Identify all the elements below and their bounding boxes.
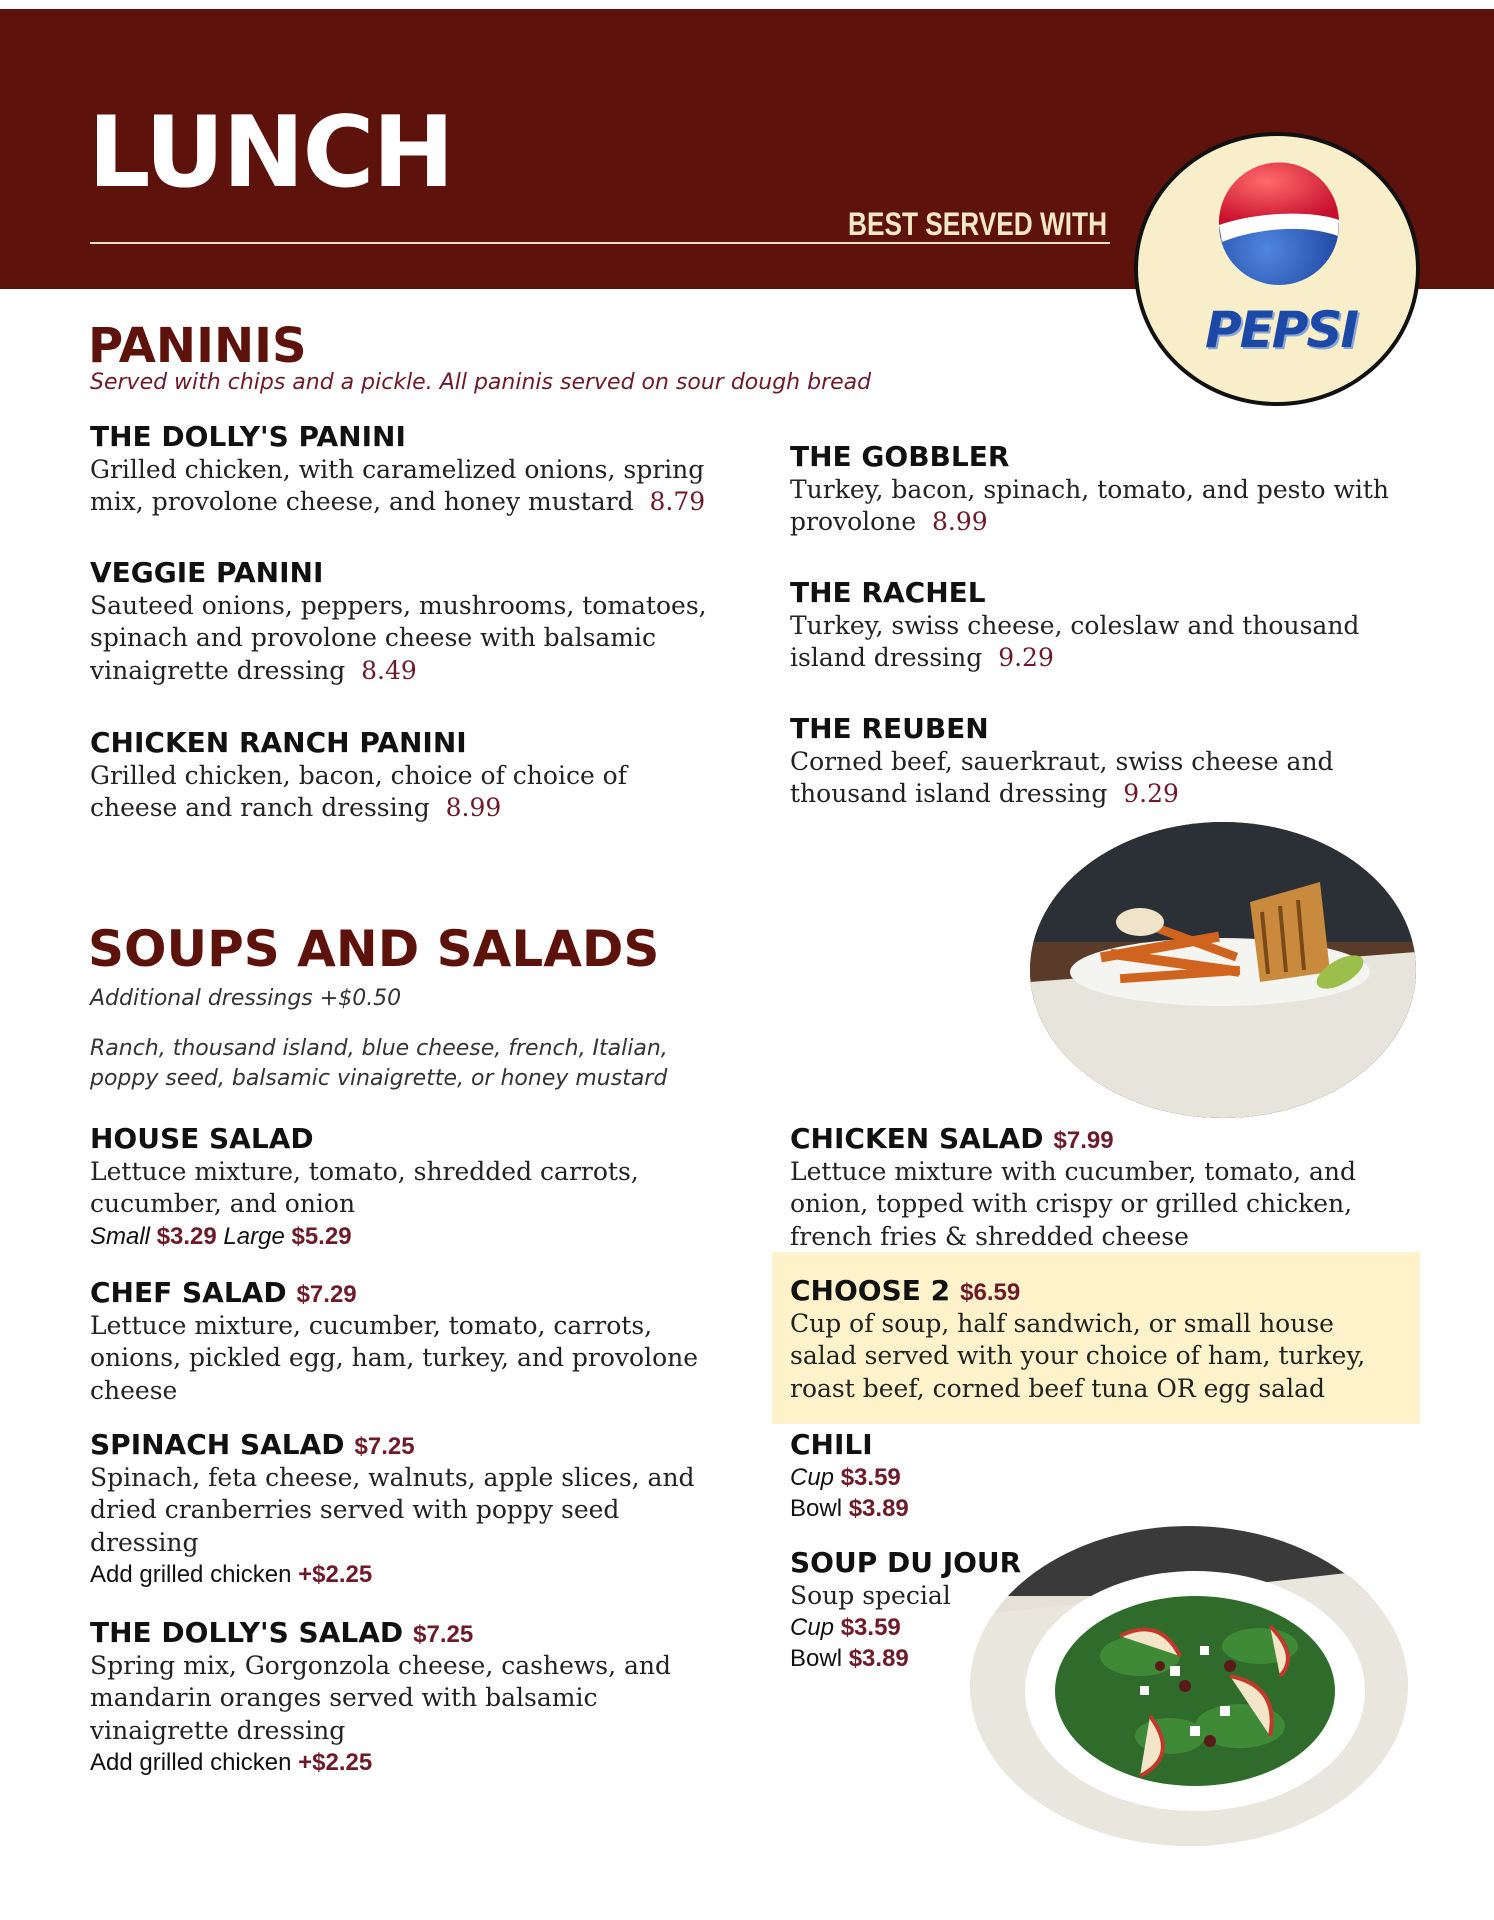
additional-dressings-note: Additional dressings +$0.50: [90, 986, 402, 1011]
panini-plate-image: [1030, 822, 1416, 1118]
item-description: Turkey, bacon, spinach, tomato, and pesto with provolone 8.99: [790, 474, 1390, 537]
item-description: Grilled chicken, bacon, choice of choice of cheese and ranch dressing 8.99: [90, 760, 627, 823]
menu-item-the-gobbler: [790, 440, 1410, 539]
item-price: 9.29: [1123, 779, 1179, 809]
best-served-with-label: BEST SERVED WITH: [848, 206, 1108, 242]
item-description: Spring mix, Gorgonzola cheese, cashews, and mandarin oranges served with balsamic vinaigrette dressing: [90, 1650, 671, 1745]
menu-item-chicken-salad: [790, 1122, 1400, 1253]
menu-item-the-reuben: [790, 712, 1410, 811]
item-name: THE REUBEN: [790, 712, 989, 745]
cup-price: Cup $3.59: [790, 1614, 901, 1642]
menu-item-choose-2: [790, 1274, 1400, 1405]
menu-item-dollys-panini: [90, 420, 730, 519]
item-description: Corned beef, sauerkraut, swiss cheese and thousand island dressing 9.29: [790, 746, 1334, 809]
item-description: Sauteed onions, peppers, mushrooms, tomatoes, spinach and provolone cheese with balsamic vinaigrette dressing 8.49: [90, 590, 707, 685]
item-price: $7.29: [296, 1281, 357, 1308]
addon-line: Add grilled chicken +$2.25: [90, 1749, 373, 1777]
item-description: Cup of soup, half sandwich, or small house salad served with your choice of ham, turkey, roast beef, corned beef tuna OR egg salad: [790, 1308, 1366, 1403]
item-name: VEGGIE PANINI: [90, 556, 324, 589]
size-prices: Small $3.29 Large $5.29: [90, 1222, 352, 1250]
dressing-options: Ranch, thousand island, blue cheese, french, Italian, poppy seed, balsamic vinaigrette, or honey mustard: [90, 1036, 668, 1091]
menu-item-soup-du-jour: [790, 1546, 1070, 1674]
addon-line: Add grilled chicken +$2.25: [90, 1561, 373, 1589]
page-title: LUNCH: [88, 96, 453, 210]
item-price: $6.59: [960, 1279, 1021, 1306]
bowl-price: Bowl $3.89: [790, 1645, 909, 1673]
item-name: THE GOBBLER: [790, 440, 1010, 473]
item-name: SPINACH SALAD $7.25: [90, 1428, 415, 1461]
item-description: Spinach, feta cheese, walnuts, apple slices, and dried cranberries served with poppy seed dressing: [90, 1462, 695, 1557]
item-price: 8.79: [649, 487, 706, 517]
item-name: HOUSE SALAD: [90, 1122, 314, 1155]
item-name: CHOOSE 2 $6.59: [790, 1274, 1021, 1307]
item-price: $7.25: [413, 1621, 474, 1648]
item-description: Lettuce mixture, tomato, shredded carrots, cucumber, and onion: [90, 1156, 639, 1219]
item-price: 8.49: [361, 655, 417, 685]
soups-salads-heading: SOUPS AND SALADS: [88, 920, 660, 978]
menu-item-spinach-salad: [90, 1428, 710, 1590]
menu-item-house-salad: [90, 1122, 710, 1252]
item-description: Soup special: [790, 1580, 951, 1610]
item-description: Turkey, swiss cheese, coleslaw and thousand island dressing 9.29: [790, 610, 1360, 673]
item-name: CHICKEN SALAD $7.99: [790, 1122, 1114, 1155]
item-price: 9.29: [998, 643, 1054, 673]
cup-price: Cup $3.59: [790, 1463, 901, 1491]
pepsi-logo-badge: [1134, 132, 1420, 406]
item-price: $7.99: [1053, 1127, 1114, 1154]
menu-item-chili: [790, 1428, 1090, 1524]
pepsi-wordmark: PEPSI: [1204, 301, 1358, 359]
bowl-price: Bowl $3.89: [790, 1494, 909, 1522]
item-price: $7.25: [354, 1433, 415, 1460]
item-name: THE RACHEL: [790, 576, 986, 609]
item-description: Lettuce mixture, cucumber, tomato, carrots, onions, pickled egg, ham, turkey, and provolone cheese: [90, 1310, 699, 1405]
item-description: Lettuce mixture with cucumber, tomato, and onion, topped with crispy or grilled chicken, french fries & shredded cheese: [790, 1156, 1356, 1251]
paninis-subtitle: Served with chips and a pickle. All paninis served on sour dough bread: [90, 370, 872, 395]
item-name: THE DOLLY'S PANINI: [90, 420, 406, 453]
item-name: CHILI: [790, 1428, 873, 1461]
paninis-heading: PANINIS: [88, 318, 307, 374]
item-name: THE DOLLY'S SALAD $7.25: [90, 1616, 474, 1649]
menu-item-chef-salad: [90, 1276, 720, 1407]
item-description: Grilled chicken, with caramelized onions, spring mix, provolone cheese, and honey mustard 8.79: [90, 454, 706, 517]
item-name: CHEF SALAD $7.29: [90, 1276, 357, 1309]
pepsi-globe-icon: [1216, 162, 1342, 288]
menu-item-the-rachel: [790, 576, 1410, 675]
item-price: 8.99: [445, 793, 502, 823]
item-name: CHICKEN RANCH PANINI: [90, 726, 467, 759]
menu-item-dollys-salad: [90, 1616, 690, 1778]
panini-fries-photo: [1030, 822, 1416, 1118]
menu-item-chicken-ranch-panini: [90, 726, 690, 825]
menu-item-veggie-panini: [90, 556, 730, 687]
item-name: SOUP DU JOUR: [790, 1546, 1022, 1579]
item-price: 8.99: [932, 507, 988, 537]
